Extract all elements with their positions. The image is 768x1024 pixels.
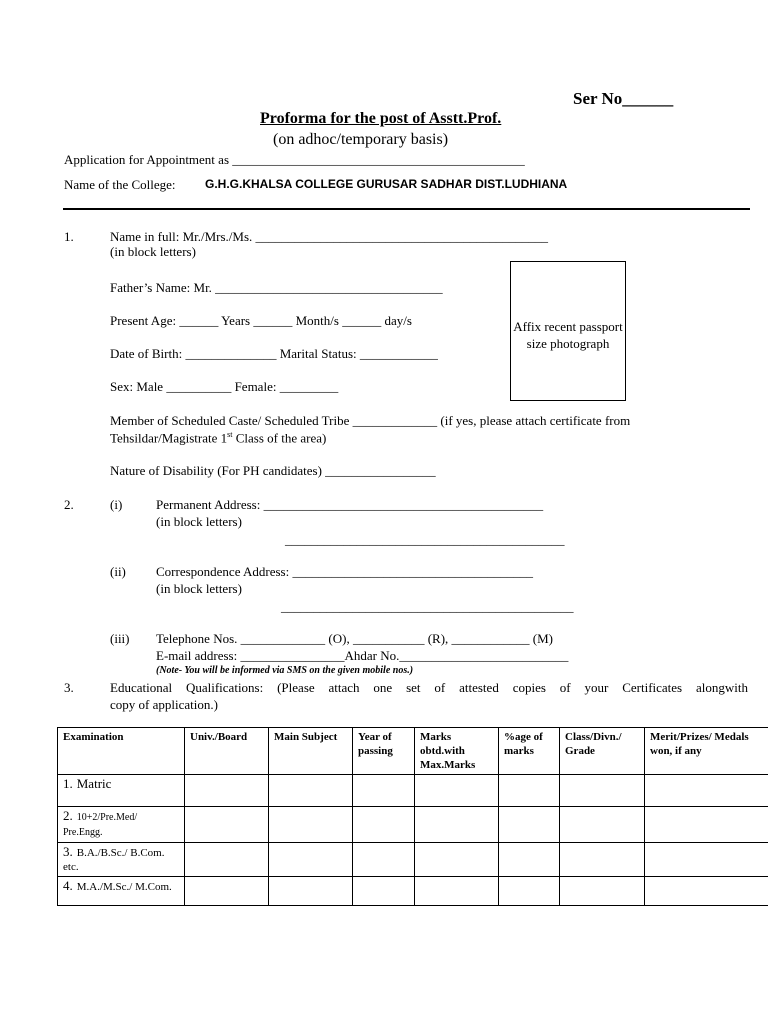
table-row (58, 775, 768, 807)
table-cell[interactable] (269, 807, 353, 843)
table-row (58, 807, 768, 843)
table-cell[interactable] (353, 807, 415, 843)
table-cell[interactable] (353, 843, 415, 877)
col-main-subject: Main Subject (269, 728, 353, 775)
permanent-address-line-2[interactable]: ___________________________________________ (285, 532, 565, 547)
table-cell[interactable] (185, 877, 269, 906)
col-merit-prizes: Merit/Prizes/ Medals won, if any (645, 728, 768, 775)
permanent-address-field[interactable]: Permanent Address: ___________________________________________ (156, 497, 544, 512)
exam-cell: 1. Matric (58, 775, 185, 807)
application-line[interactable]: Application for Appointment as _____________________________________________ (64, 152, 525, 167)
form-title: Proforma for the post of Asstt.Prof. (260, 110, 502, 127)
table-cell[interactable] (645, 807, 768, 843)
header-divider (63, 208, 750, 210)
education-table (57, 727, 768, 906)
table-cell[interactable] (415, 807, 499, 843)
table-cell[interactable] (560, 775, 645, 807)
table-cell[interactable] (353, 775, 415, 807)
table-cell[interactable] (415, 775, 499, 807)
table-row (58, 877, 768, 906)
table-cell[interactable] (185, 775, 269, 807)
college-label: Name of the College: (64, 177, 176, 192)
table-cell[interactable] (560, 877, 645, 906)
college-name: G.H.G.KHALSA COLLEGE GURUSAR SADHAR DIST.LUDHIANA (205, 177, 568, 191)
table-cell[interactable] (269, 877, 353, 906)
table-header-row (58, 728, 768, 775)
photo-instruction: Affix recent passport size photograph (513, 319, 623, 351)
permanent-block-letters-note: (in block letters) (156, 514, 242, 529)
serial-number: Ser No______ (573, 89, 674, 108)
correspondence-block-letters-note: (in block letters) (156, 581, 242, 596)
table-cell[interactable] (499, 843, 560, 877)
col-class-division: Class/Divn./ Grade (560, 728, 645, 775)
table-cell[interactable] (269, 775, 353, 807)
sms-note: (Note- You will be informed via SMS on the given mobile nos.) (156, 665, 414, 676)
col-marks: Marks obtd.with Max.Marks (415, 728, 499, 775)
section-2-number: 2. (64, 497, 74, 512)
disability-field[interactable]: Nature of Disability (For PH candidates) _________________ (110, 463, 436, 478)
table-cell[interactable] (645, 877, 768, 906)
table-cell[interactable] (415, 877, 499, 906)
sex-field[interactable]: Sex: Male __________ Female: _________ (110, 379, 339, 394)
father-name-field[interactable]: Father’s Name: Mr. ___________________________________ (110, 280, 443, 295)
correspondence-address-line-2[interactable]: _____________________________________________ (281, 599, 574, 614)
table-cell[interactable] (499, 877, 560, 906)
name-field[interactable]: Name in full: Mr./Mrs./Ms. _____________________________________________ (110, 229, 549, 244)
table-cell[interactable] (499, 807, 560, 843)
table-cell[interactable] (415, 843, 499, 877)
sub-item-ii: (ii) (110, 564, 126, 579)
table-cell[interactable] (185, 843, 269, 877)
caste-certificate-note: Tehsildar/Magistrate 1st Class of the area) (110, 430, 327, 446)
exam-cell: 4. M.A./M.Sc./ M.Com. (58, 877, 185, 906)
present-age-field[interactable]: Present Age: ______ Years ______ Month/s ______ day/s (110, 313, 412, 328)
table-cell[interactable] (560, 807, 645, 843)
table-cell[interactable] (645, 775, 768, 807)
caste-field[interactable]: Member of Scheduled Caste/ Scheduled Tribe _____________ (if yes, please attach certificate from (110, 413, 631, 428)
correspondence-address-field[interactable]: Correspondence Address: _____________________________________ (156, 564, 533, 579)
col-univ-board: Univ./Board (185, 728, 269, 775)
table-cell[interactable] (560, 843, 645, 877)
col-examination: Examination (58, 728, 185, 775)
table-cell[interactable] (269, 843, 353, 877)
education-instruction: Educational Qualifications: (Please attach one set of attested copies of your Certificates alongwith (110, 680, 748, 695)
dob-marital-field[interactable]: Date of Birth: ______________ Marital Status: ____________ (110, 346, 438, 361)
table-cell[interactable] (499, 775, 560, 807)
table-cell[interactable] (645, 843, 768, 877)
sub-item-i: (i) (110, 497, 123, 512)
telephone-field[interactable]: Telephone Nos. _____________ (O), ___________ (R), ____________ (M) (156, 631, 553, 646)
table-cell[interactable] (353, 877, 415, 906)
email-aadhar-field[interactable]: E-mail address: ________________Ahdar No.__________________________ (156, 648, 569, 663)
sub-item-iii: (iii) (110, 631, 130, 646)
name-block-letters-note: (in block letters) (110, 244, 196, 259)
table-row (58, 843, 768, 877)
photo-box (510, 261, 626, 401)
education-instruction-cont: copy of application.) (110, 697, 218, 712)
exam-cell: 3. B.A./B.Sc./ B.Com. etc. (58, 843, 185, 877)
section-3-number: 3. (64, 680, 74, 695)
form-subtitle: (on adhoc/temporary basis) (273, 131, 449, 148)
table-cell[interactable] (185, 807, 269, 843)
col-percentage: %age of marks (499, 728, 560, 775)
col-year-of-passing: Year of passing (353, 728, 415, 775)
section-1-number: 1. (64, 229, 74, 244)
exam-cell: 2. 10+2/Pre.Med/ Pre.Engg. (58, 807, 185, 843)
